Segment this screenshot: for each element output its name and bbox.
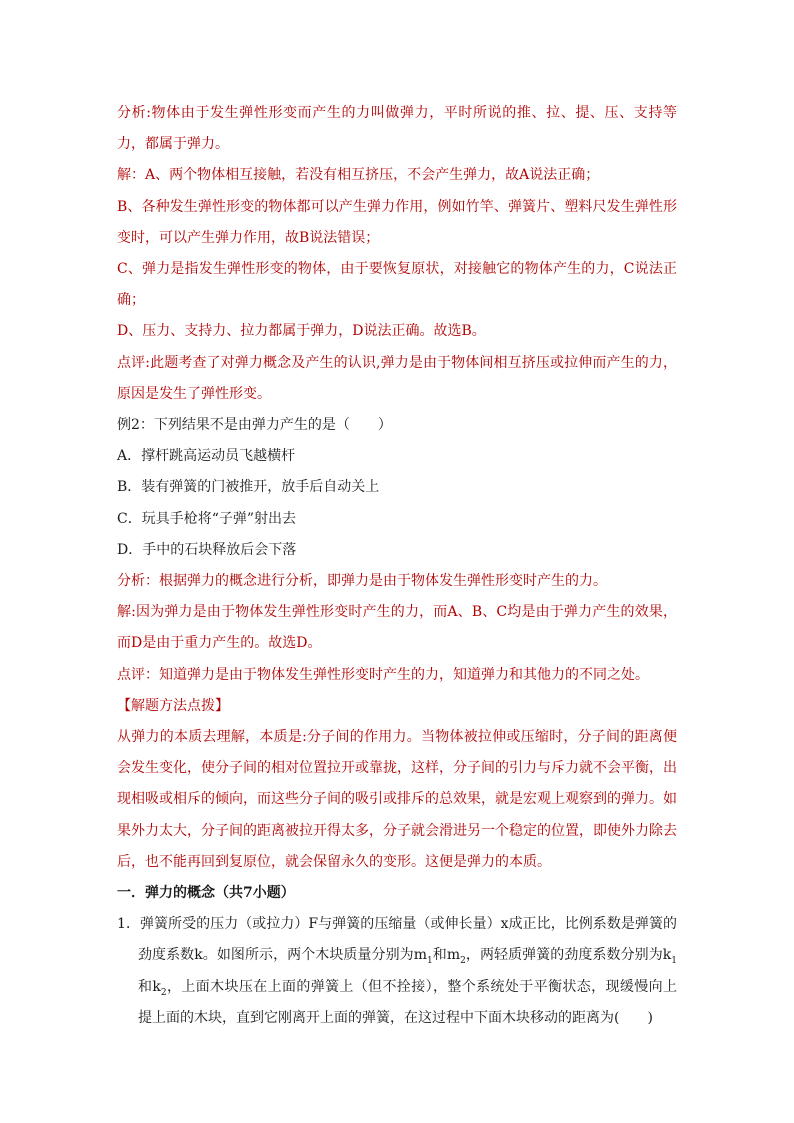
paragraph: B、各种发生弹性形变的物体都可以产生弹力作用，例如竹竿、弹簧片、塑料尺发生弹性形变时，可以产生弹力作用，故B说法错误； xyxy=(117,198,677,246)
paragraph: D、压力、支持力、拉力都属于弹力，D说法正确。故选B。 xyxy=(117,323,486,340)
paragraph: B．装有弹簧的门被推开，放手后自动关上 xyxy=(117,479,380,496)
paragraph: C、弹力是指发生弹性形变的物体，由于要恢复原状，对接触它的物体产生的力，C说法正确； xyxy=(117,261,677,309)
paragraph: 分析：根据弹力的概念进行分析，即弹力是由于物体发生弹性形变时产生的力。 xyxy=(117,573,607,590)
paragraph: 分析:物体由于发生弹性形变而产生的力叫做弹力，平时所说的推、拉、提、压、支持等力，都属于弹力。 xyxy=(117,105,677,153)
paragraph: 解：A、两个物体相互接触，若没有相互挤压，不会产生弹力，故A说法正确； xyxy=(117,167,600,184)
paragraph: 从弹力的本质去理解，本质是:分子间的作用力。当物体被拉伸或压缩时，分子间的距离便会发生变化，使分子间的相对位置拉开或靠拢，这样，分子间的引力与斥力就不会平衡，出现相吸或相斥的倾向，而这些分子间的吸引或排斥的总效果，就是宏观上观察到的弹力。如果外力太大，分子间的距离被拉开得太多，分子就会滑进另一个稳定的位置，即使外力除去后，也不能再回到复原位，就会保留永久的变形。这便是弹力的本质。 xyxy=(117,729,677,870)
question-number: 1． xyxy=(117,916,140,933)
paragraph: C．玩具手枪将“子弹”射出去 xyxy=(117,510,297,527)
paragraph: D．手中的石块释放后会下落 xyxy=(117,541,297,558)
paragraph: 【解题方法点拨】 xyxy=(117,697,229,714)
section-heading: 一．弹力的概念（共7小题） xyxy=(117,885,295,902)
document-body xyxy=(117,98,677,1034)
paragraph-list xyxy=(117,98,677,878)
paragraph: A．撑杆跳高运动员飞越横杆 xyxy=(117,448,296,465)
paragraph: 点评:此题考查了对弹力概念及产生的认识,弹力是由于物体间相互挤压或拉伸而产生的力，原因是发生了弹性形变。 xyxy=(117,354,677,402)
question-1: 1．弹簧所受的压力（或拉力）F与弹簧的压缩量（或伸长量）x成正比，比例系数是弹簧的劲度系数k。如图所示，两个木块质量分别为$m_1$和$m_2$，两轻质弹簧的劲度系数分别为$k_1$和$k_2$，上面木块压在上面的弹簧上（但不拴接），整个系统处于平衡状态，现缓慢向上提上面的木块，直到它刚离开上面的弹簧，在这过程中下面木块移动的距离为( ) xyxy=(117,916,678,1026)
paragraph: 解:因为弹力是由于物体发生弹性形变时产生的力，而A、B、C均是由于弹力产生的效果，而D是由于重力产生的。故选D。 xyxy=(117,604,677,652)
paragraph: 例2：下列结果不是由弹力产生的是（ ） xyxy=(117,417,392,434)
paragraph: 点评：知道弹力是由于物体发生弹性形变时产生的力，知道弹力和其他力的不同之处。 xyxy=(117,666,649,683)
